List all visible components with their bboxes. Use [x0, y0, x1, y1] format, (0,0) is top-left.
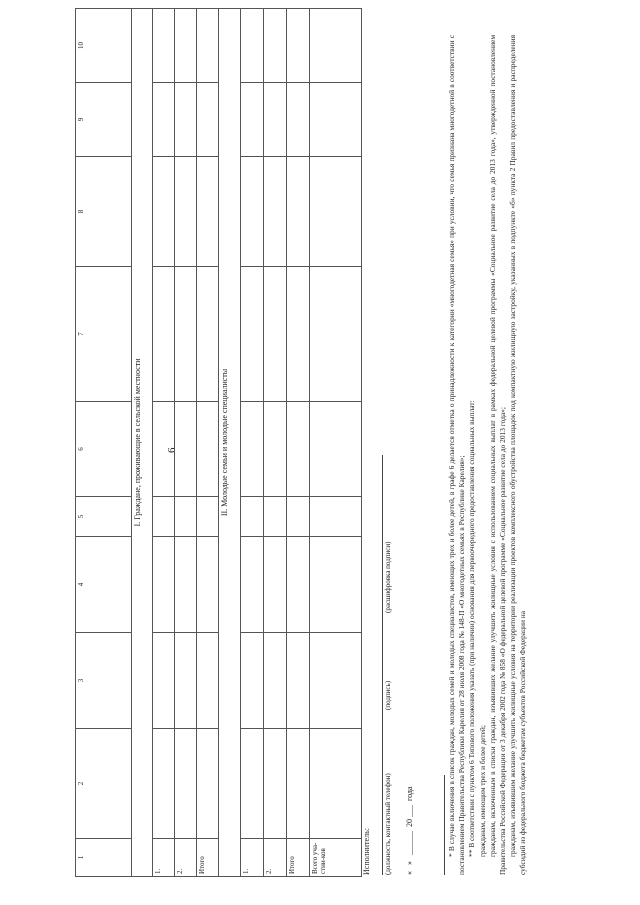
column-number: 3	[76, 633, 132, 729]
row-label: Итого	[287, 839, 310, 877]
footnote: * В случае включения в список граждан, молодых семей и молодых специалистов, имеющих трех и более детей, в графе 6 делается отметка о принадлежности к категории «многодетная семья» при условии, что семья признана многодетной в соответствии с постановлением Правительства Республики Карелия от 28 июля 2008 года № 148-П «О многодетных семьях в Республике Карелия»;	[447, 35, 467, 875]
column-number: 5	[76, 497, 132, 537]
table-row	[197, 9, 219, 877]
signature-caption: (подпись)	[384, 680, 392, 710]
footnotes	[447, 35, 529, 875]
column-number: 4	[76, 537, 132, 633]
executor-label: Исполнитель:	[362, 828, 371, 875]
table-row	[241, 9, 264, 877]
footnote-divider	[444, 775, 445, 875]
position-caption: (должность, контактный телефон)	[384, 773, 392, 875]
section-row	[219, 9, 241, 877]
table-header-row	[76, 9, 132, 877]
signature-line	[382, 455, 383, 875]
column-number: 9	[76, 83, 132, 157]
table-row	[310, 9, 362, 877]
column-number: 7	[76, 267, 132, 402]
table-row	[287, 9, 310, 877]
section-2-title: II. Молодые семьи и молодые специалисты	[219, 9, 241, 877]
participants-table	[75, 8, 362, 877]
row-label: Итого	[197, 839, 219, 877]
row-label: 2.	[175, 839, 197, 877]
row-label: Всего учa-стни-ков	[310, 839, 362, 877]
row-label: 1.	[153, 839, 175, 877]
row-label: 2.	[264, 839, 287, 877]
date-line: « » ______ 20 ___ года	[405, 786, 414, 875]
table-row	[175, 9, 197, 877]
signature-block	[382, 455, 392, 875]
footnote: гражданам, включенным в списки граждан, изъявивших желание улучшить жилищные условия с использованием социальных выплат в рамках федеральной целевой программы «Социальное развитие села до 2013 года», утвержденной постановлением Правительства Российской Федерации от 3 декабря 2002 года № 858 «О федеральной целевой программе «Социальное развитие села до 2013 года»;	[487, 35, 508, 875]
column-number: 1	[76, 839, 132, 877]
column-number: 2	[76, 729, 132, 839]
footnote: гражданам, изъявившим желание улучшить жилищные условия на территории реализации проектов комплексного обустройства площадок под компактную жилищную застройку, указанных в подпункте «б» пункта 2 Правил предоставления и распределения субсидий из федерального бюджета бюджетам субъектов Российской Федерации на	[508, 35, 528, 875]
footnote: ** В соответствии с пунктом 6 Типового положения указать (при наличии) основания для первоочередного предоставления социальных выплат:	[467, 400, 477, 857]
column-number: 10	[76, 9, 132, 83]
column-number: 6	[76, 402, 132, 497]
section-row	[132, 9, 153, 877]
page-number: 6	[166, 447, 178, 453]
table-row	[153, 9, 175, 877]
table-row	[264, 9, 287, 877]
footnote: гражданам, имеющим трех и более детей;	[477, 725, 487, 857]
decode-caption: (расшифровка подписи)	[384, 541, 392, 613]
row-label: 1.	[241, 839, 264, 877]
section-1-title: I. Граждане, проживающие в сельской местности	[132, 9, 153, 877]
column-number: 8	[76, 157, 132, 267]
